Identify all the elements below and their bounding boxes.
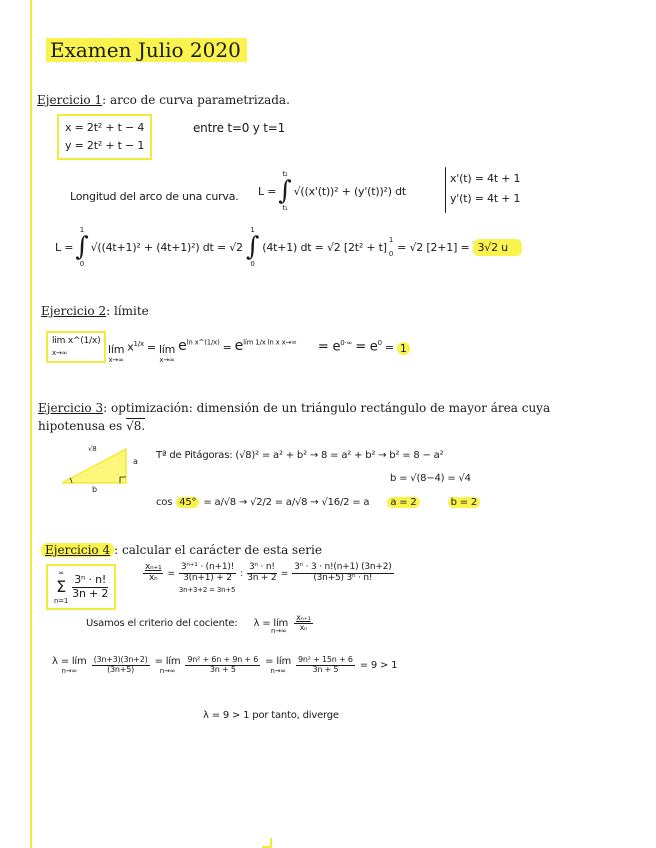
limit-box [46,331,106,363]
triangle-hyp-label: √8 [88,445,97,453]
exercise-2-heading: Ejercicio 2: límite [41,304,149,318]
formula-L: L = [258,184,277,198]
angle-value: 45° [176,497,199,508]
a-result: a = 2 [387,497,419,508]
lim-2 [159,343,175,364]
fraction-3-den: (3n+5) 3ⁿ · n! [313,572,373,583]
cosine-equation [156,497,480,508]
b-calculation: b = √(8−4) = √4 [390,473,471,484]
calc-step-1: √((4t+1)² + (4t+1)²) dt = √2 [90,240,243,254]
lambda-value: = 9 > 1 [359,660,398,671]
fraction-1-note: 3n+3+2 = 3n+5 [178,585,236,594]
lim-1 [108,343,124,364]
lambda-lim-3 [265,656,291,675]
calc-L: L = [55,240,74,254]
lambda-fraction-1-num: (3n+3)(3n+2) [93,655,148,665]
fraction-1 [179,563,236,584]
integral-upper: t₂ [282,170,288,178]
lambda-lim-2-word: = lím [154,656,181,667]
cos-word: cos [156,497,173,508]
integral-b-lower: 0 [250,260,255,268]
fraction-3 [292,563,394,584]
lambda-num: xₙ₊₁ [296,613,311,622]
ratio-eq-1: = [167,569,175,579]
fraction-1-num: 3ⁿ⁺¹ · (n+1)! [180,562,235,572]
lambda-lim-2-sub: n→∞ [159,667,176,675]
limit-result: 1 [397,342,410,355]
integral-a-lower: 0 [79,260,85,268]
lambda-fraction-1-den: (3n+5) [107,665,135,674]
sum-bottom: n=1 [54,597,69,605]
fraction-1-den: 3(n+1) + 2 [183,572,232,583]
bracket-lower: 0 [388,250,394,258]
lambda-sub: n→∞ [271,627,287,635]
derivative-y: y'(t) = 4t + 1 [450,192,521,205]
page-title: Examen Julio 2020 [46,38,247,62]
lambda-lim-1-word: λ = lím [52,656,87,667]
hypotenuse-value: √8. [126,419,146,433]
parameter-range: entre t=0 y t=1 [193,121,286,135]
limit-boxed-expression: lim x^(1/x) [52,336,101,346]
sum-sigma: Σ [56,577,67,596]
lambda-fraction-2-den: 3n + 5 [209,665,236,674]
exercise-1-heading: Ejercicio 1: arco de curva parametrizada. [37,93,290,107]
formula-body: √((x'(t))² + (y'(t))²) dt [293,184,407,198]
series-term [72,574,108,599]
lambda-lim-3-word: = lím [265,656,292,667]
page-corner-mark [262,838,272,848]
lambda-calculation [52,656,397,675]
lambda-fraction-2 [185,656,260,675]
limit-exp-e: $e^{ln x\^{}(1/x)}$ [178,338,220,354]
sum-symbol [54,568,68,606]
b-result: b = 2 [448,497,480,508]
arc-length-result: 3√2 u [473,239,521,256]
series-term-num: 3ⁿ · n! [74,573,107,587]
limit-exp-indeterminate: = $e^{0\cdot\infty}$ [317,338,353,354]
fraction-3-num: 3ⁿ · 3 · n!(n+1) (3n+2) [294,562,392,572]
ratio-num: xₙ₊₁ [145,562,162,572]
right-triangle-figure [58,443,138,491]
ratio-colon: : [240,569,243,579]
equation-x: x = 2t² + t − 4 [65,121,145,134]
series-conclusion: λ = 9 > 1 por tanto, diverge [203,710,339,721]
integral-lower: t₁ [282,204,288,212]
integral-b-upper: 1 [250,226,255,234]
limit-calculation [108,338,410,364]
fraction-2 [247,563,277,584]
bracket-upper: 1 [388,236,394,244]
lambda-fraction-3-den: 3n + 5 [312,665,339,674]
equation-y: y = 2t² + t − 1 [65,139,145,152]
lim-2-sub: x→∞ [159,356,175,364]
integral-sign: t₂ ∫ t₁ [278,170,292,212]
triangle-b-label: b [92,485,97,494]
arc-length-label: Longitud del arco de una curva. [70,190,239,203]
calc-step-2: (4t+1) dt = √2 [2t² + t] [262,240,387,254]
lambda-den: xₙ [299,622,308,632]
fraction-2-num: 3ⁿ · n! [248,562,275,572]
lambda-fraction-3-num: 9n² + 15n + 6 [298,655,353,665]
ratio-eq-2: = [280,569,289,579]
lambda-lim-3-sub: n→∞ [270,667,286,675]
exercise-3-heading: Ejercicio 3: optimización: dimensión de un triángulo rectángulo de mayor área cuya hipotenusa es √8. [38,401,551,433]
limit-boxed-sub: x→∞ [52,349,68,357]
limit-exp-zero: = $e^0$ [355,338,382,354]
lambda-fraction-2-num: 9n² + 6n + 9n + 6 [187,655,259,665]
lambda-lim-1-sub: n→∞ [61,667,78,675]
lambda-fraction-3 [296,656,355,675]
triangle-shape [62,449,126,483]
derivatives [450,169,520,209]
limit-eq-1: = [146,341,156,354]
derivative-brace [445,167,446,213]
fraction-1-group [179,563,236,594]
cos-rest: = a/√8 → √2/2 = a/√8 → √16/2 = a [203,497,370,508]
lambda-fraction [294,614,313,633]
lim-1-sub: x→∞ [108,356,124,364]
calc-step-3: = √2 [2+1] = [397,240,470,254]
pythagoras-equation: Tª de Pitágoras: (√8)² = a² + b² → 8 = a² + b² → b² = 8 − a² [156,450,444,461]
margin-line [30,0,32,848]
lambda-fraction-1 [92,656,150,675]
criterion-text: Usamos el criterio del cociente: [86,617,238,629]
limit-base-x: $x^{1/x}$ [127,340,144,354]
ratio-calculation [143,563,394,594]
integral-sign-b: 1 ∫ 0 [245,226,260,268]
series-term-den: 3n + 2 [72,586,109,600]
fraction-2-den: 3n + 2 [247,572,277,583]
lambda-lim-2 [155,656,181,675]
ratio-fraction [143,563,163,584]
series-box [46,564,116,610]
lim-2-word: lím [158,343,176,356]
arc-length-calculation [55,226,522,268]
ratio-den: xₙ [148,572,158,583]
lambda-definition: λ = lím [253,617,289,629]
integral-sign-a: 1 ∫ 0 [75,226,89,268]
limit-eq-5: = [384,341,394,354]
evaluation-bounds [389,233,393,261]
limit-eq-2: = [222,341,232,354]
derivative-x: x'(t) = 4t + 1 [450,172,521,185]
sum-top: ∞ [58,569,64,577]
parametric-equations-box [57,114,152,160]
limit-exp-lim: $e^{lím 1/x ln x x\to\infty}$ [234,338,297,354]
exercise-4-heading: Ejercicio 4 : calcular el carácter de esta serie [41,543,322,557]
arc-length-formula [258,170,406,212]
lambda-lim-1 [52,656,87,675]
lim-1-word: lím [108,343,125,356]
triangle-a-label: a [133,457,138,466]
integral-a-upper: 1 [79,226,85,234]
